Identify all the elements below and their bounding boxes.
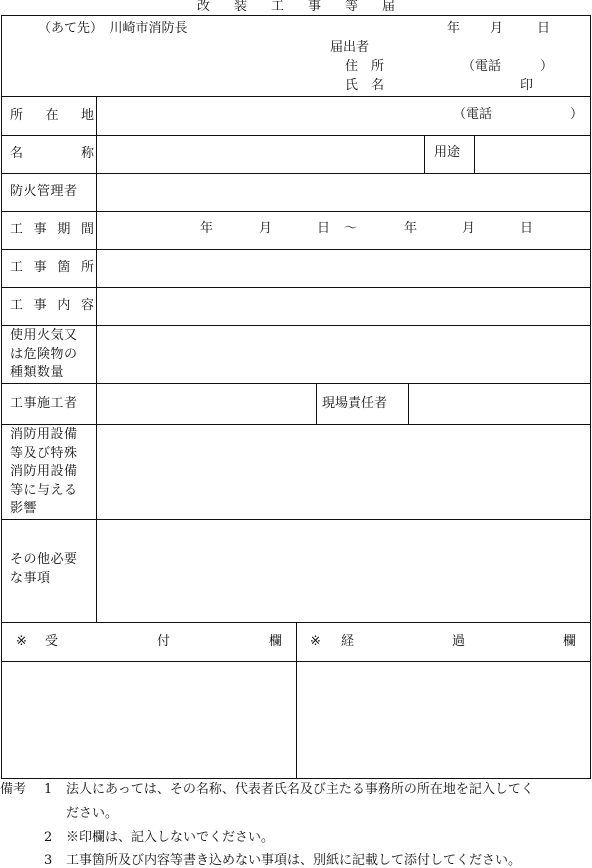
header-phone-label: （電話 ）	[462, 59, 554, 74]
notes-heading: 備考	[0, 782, 27, 797]
period-end-year: 年	[404, 221, 418, 236]
use-label: 用途	[434, 145, 461, 160]
progress-char: 経	[341, 634, 355, 649]
name-row-label: 名 称	[10, 146, 94, 161]
fire-manager-label: 防火管理者	[10, 184, 78, 199]
period-start-year: 年	[200, 221, 214, 236]
form-title	[0, 0, 592, 16]
period-label: 工 事 期 間	[10, 222, 94, 237]
place-label: 工 事 箇 所	[10, 260, 94, 275]
contractor-label: 工事施工者	[10, 396, 78, 411]
title-char: 工	[270, 0, 284, 14]
date-month: 月	[490, 21, 504, 36]
note-text: ださい。	[66, 806, 119, 821]
progress-char: 過	[452, 634, 466, 649]
title-char: 事	[308, 0, 322, 14]
period-start-day: 日	[317, 221, 331, 236]
equipment-label: 消防用設備 等及び特殊 消防用設備 等に与える 影響	[10, 427, 78, 517]
content-field[interactable]	[97, 288, 590, 324]
note-text: 工事箇所及び内容等書き込めない事項は、別紙に記載して添付してください。	[66, 853, 522, 868]
reception-char: 付	[157, 634, 171, 649]
addressee: （あて先） 川崎市消防長	[38, 21, 188, 36]
site-manager-label: 現場責任者	[322, 396, 388, 411]
note-number: 2	[44, 830, 53, 845]
period-end-month: 月	[462, 221, 476, 236]
reception-box	[2, 662, 295, 778]
note-number: 3	[44, 853, 53, 868]
fire-use-label: 使用火気又 は危険物の 種類数量	[10, 328, 78, 381]
use-field[interactable]	[475, 136, 590, 172]
equipment-field[interactable]	[97, 425, 590, 518]
note-number: 1	[44, 782, 53, 797]
reception-char: 受	[45, 634, 59, 649]
date-year: 年	[447, 21, 461, 36]
contractor-field[interactable]	[97, 384, 315, 423]
progress-char: 欄	[563, 634, 577, 649]
note-text: 法人にあっては、その名称、代表者氏名及び主たる事務所の所在地を記入してく	[66, 782, 534, 797]
location-field[interactable]	[97, 97, 590, 134]
other-field[interactable]	[97, 520, 590, 621]
period-tilde: ～	[344, 221, 358, 236]
progress-mark: ※	[310, 634, 321, 649]
name-field[interactable]	[97, 136, 423, 172]
fire-manager-field[interactable]	[97, 174, 590, 210]
title-char: 届	[382, 0, 396, 14]
notifier-label: 届出者	[330, 40, 370, 55]
location-phone-label: （電話 ）	[453, 107, 584, 122]
progress-box	[297, 662, 590, 778]
site-manager-field[interactable]	[409, 384, 590, 423]
reception-mark: ※	[16, 634, 27, 649]
note-text: ※印欄は、記入しないでください。	[66, 830, 275, 845]
period-start-month: 月	[259, 221, 273, 236]
form-table	[1, 15, 591, 779]
seal-mark: 印	[520, 78, 534, 93]
title-char: 改	[196, 0, 210, 14]
name-label: 氏 名	[345, 78, 385, 93]
other-label: その他必要 な事項	[10, 552, 78, 586]
address-label: 住 所	[345, 59, 385, 74]
reception-char: 欄	[269, 634, 283, 649]
location-label: 所 在 地	[10, 108, 94, 123]
content-label: 工 事 内 容	[10, 298, 94, 313]
date-day: 日	[537, 21, 551, 36]
title-char: 等	[345, 0, 359, 14]
fire-use-field[interactable]	[97, 326, 590, 382]
place-field[interactable]	[97, 250, 590, 286]
title-char: 装	[233, 0, 247, 14]
period-end-day: 日	[520, 221, 534, 236]
